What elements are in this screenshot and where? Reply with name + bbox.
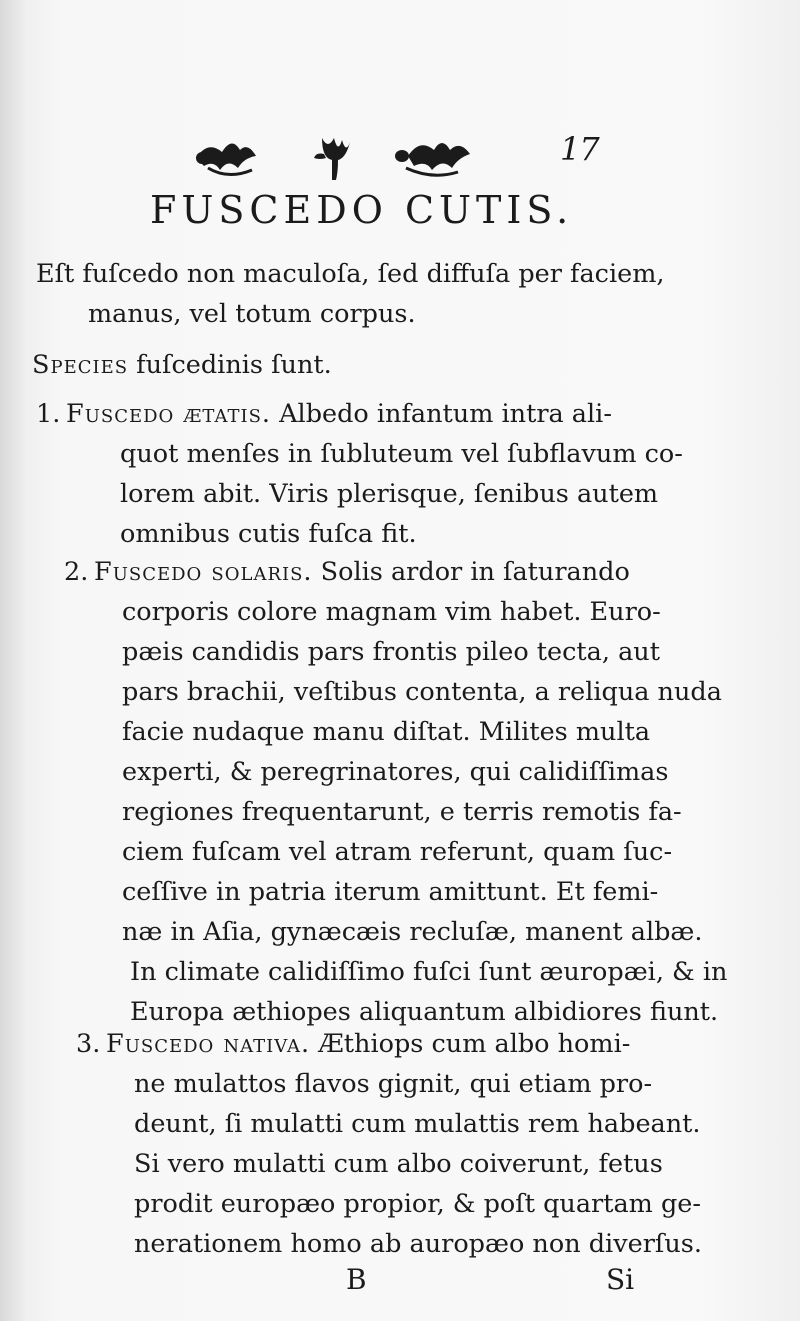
text-line: deunt, ſi mulatti cum mulattis rem habeant. [134, 1109, 701, 1139]
ornament-right [395, 143, 470, 175]
text-line: quot menſes in ſubluteum vel ſubflavum co- [120, 439, 683, 469]
text-line: manus, vel totum corpus. [88, 299, 416, 329]
item-first-line [36, 394, 683, 434]
text-line: ne mulattos flavos gignit, qui etiam pro- [134, 1069, 653, 1099]
item-first-line [76, 1024, 702, 1064]
page-number: 17 [560, 130, 599, 168]
text-line: nerationem homo ab auropæo non diverſus. [134, 1229, 702, 1259]
species-label: Species [32, 350, 129, 380]
item-number: 3. [76, 1029, 101, 1059]
catchword: Si [606, 1263, 635, 1296]
text-line: Si vero mulatti cum albo coiverunt, fetus [134, 1149, 663, 1179]
text-line: ceſſive in patria iterum amittunt. Et femi- [122, 877, 659, 907]
item-text: Solis ardor in ſaturando [312, 557, 630, 587]
text-line: omnibus cutis fuſca fit. [120, 519, 417, 549]
ornament-left [196, 143, 256, 174]
item-number: 1. [36, 399, 61, 429]
item-heading: Fuscedo solaris. [94, 557, 313, 587]
text-line: corporis colore magnam vim habet. Euro- [122, 597, 661, 627]
species-item-2 [64, 552, 727, 1032]
species-intro [32, 345, 332, 385]
text-line: In climate calidiſſimo fuſci ſunt æuropæi, & in [130, 957, 728, 987]
text-line: facie nudaque manu diſtat. Milites multa [122, 717, 651, 747]
signature-mark: B [346, 1263, 367, 1296]
text-line: regiones frequentarunt, e terris remotis fa- [122, 797, 682, 827]
text-line: prodit europæo propior, & poſt quartam ge- [134, 1189, 701, 1219]
species-item-3 [76, 1024, 702, 1264]
text-line: næ in Aſia, gynæcæis recluſæ, manent albæ. [122, 917, 703, 947]
item-text: Albedo infantum intra ali- [271, 399, 612, 429]
text-line: pæis candidis pars frontis pileo tecta, aut [122, 637, 660, 667]
item-first-line [64, 552, 727, 592]
species-text: fuſcedinis ſunt. [128, 350, 332, 380]
section-title: FUSCEDO CUTIS. [150, 188, 574, 232]
text-line: lorem abit. Viris plerisque, ſenibus autem [120, 479, 659, 509]
item-heading: Fuscedo nativa. [106, 1029, 311, 1059]
text-line: experti, & peregrinatores, qui calidiſſimas [122, 757, 669, 787]
item-heading: Fuscedo ætatis. [66, 399, 272, 429]
ornament-center [314, 138, 350, 180]
text-line: ciem fuſcam vel atram referunt, quam ſuc- [122, 837, 673, 867]
species-item-1 [36, 394, 683, 554]
item-text: Æthiops cum albo homi- [310, 1029, 631, 1059]
item-number: 2. [64, 557, 89, 587]
intro-paragraph [36, 254, 665, 334]
decorative-ornament [188, 128, 488, 184]
text-line: Eſt fuſcedo non maculoſa, ſed diffuſa per faciem, [36, 259, 665, 289]
text-line: Europa æthiopes aliquantum albidiores fiunt. [130, 997, 719, 1027]
text-line: pars brachii, veſtibus contenta, a reliqua nuda [122, 677, 722, 707]
